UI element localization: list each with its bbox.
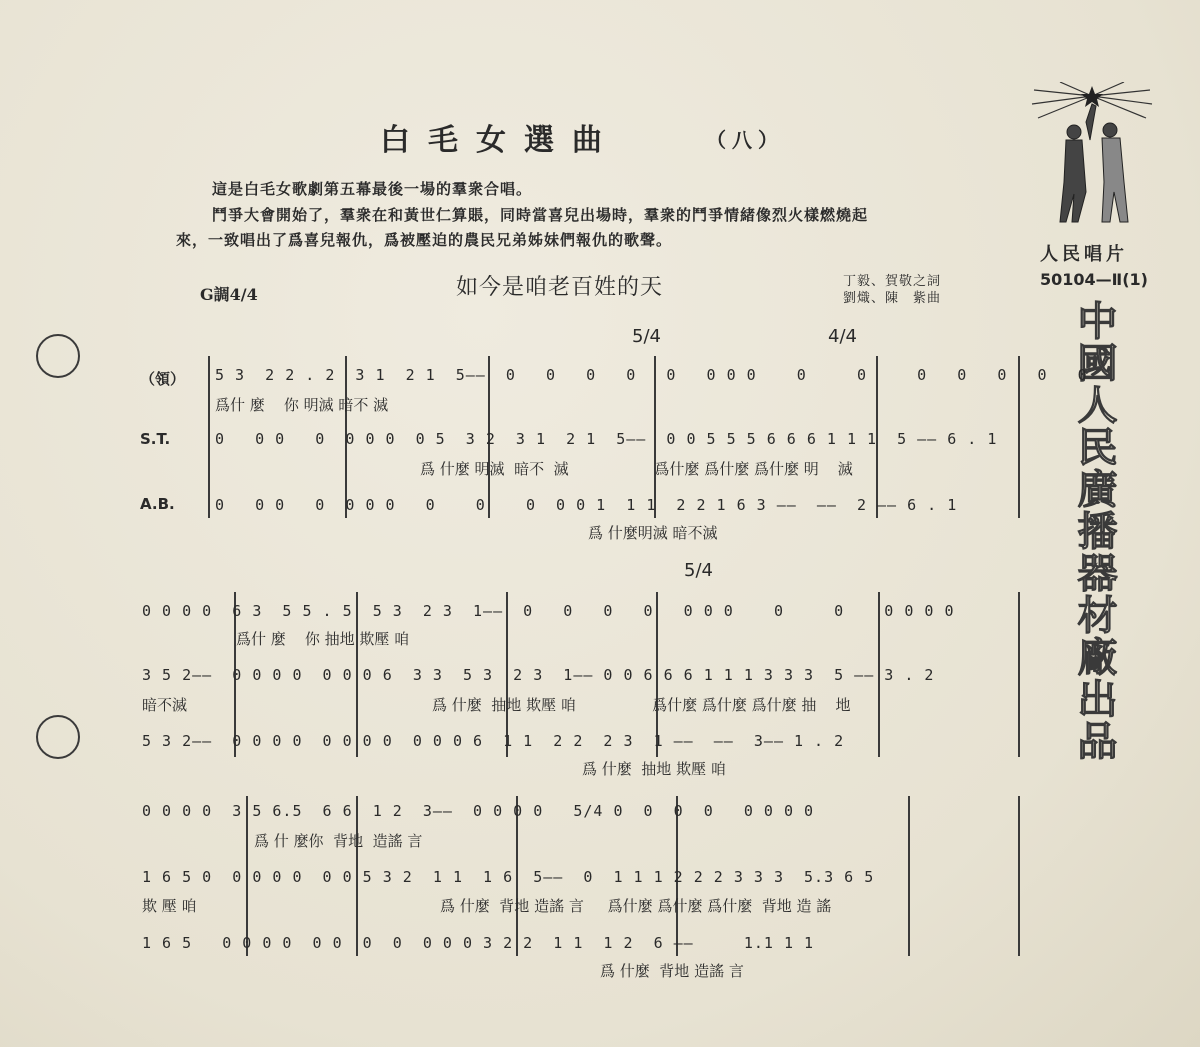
intro-line-1: 這是白毛女歌劇第五幕最後一場的羣衆合唱。: [212, 180, 533, 198]
intro-line-2: 鬥爭大會開始了，羣衆在和黃世仁算賬，同時當喜兒出場時，羣衆的鬥爭情緒像烈火樣燃燒起: [212, 206, 869, 224]
system2-ab-lyrics: 爲 什麼 抽地 欺壓 咱: [582, 760, 726, 778]
system2-st-notes: 3 5 2—— 0 0 0 0 0 0 0 6 3 3 5 3 2 3 1—— 0 0 6 6 6 1 1 1 3 3 3 5 —— 3 . 2: [142, 666, 935, 684]
song-title: 如今是咱老百姓的天: [456, 275, 664, 300]
part-label-ab: A.B.: [140, 495, 175, 513]
system3-st-lyrics-a: 欺 壓 咱: [142, 897, 197, 915]
system1-lead-lyrics: 爲什 麼 你 明滅 暗不 滅: [215, 396, 389, 414]
system2-ab-notes: 5 3 2—— 0 0 0 0 0 0 0 0 0 0 0 6 1 1 2 2 2 3 1 —— —— 3—— 1 . 2: [142, 732, 845, 750]
system2-lead-notes: 0 0 0 0 6 3 5 5 . 5 5 3 2 3 1—— 0 0 0 0 0 0 0 0 0 0 0 0 0: [142, 602, 955, 620]
system3-ab-notes: 1 6 5 0 0 0 0 0 0 0 0 0 0 0 3 2 2 1 1 1 2 6 —— 1.1 1 1: [142, 934, 815, 952]
system3-ab-lyrics: 爲 什麼 背地 造謠 言: [600, 962, 744, 980]
part-label-st: S.T.: [140, 430, 171, 448]
system1-st-lyrics: 爲 什麼 明滅 暗不 滅 爲什麼 爲什麼 爲什麼 明 滅: [420, 460, 853, 478]
system3-end-bar: [1018, 796, 1020, 956]
system2-st-lyrics-b: 爲 什麼 抽地 欺壓 咱 爲什麼 爲什麼 爲什麼 抽 地: [432, 696, 851, 714]
system3-st-lyrics-b: 爲 什麼 背地 造謠 言 爲什麼 爲什麼 爲什麼 背地 造 謠: [440, 897, 832, 915]
system2-lead-lyrics: 爲什 麼 你 抽地 欺壓 咱: [236, 630, 410, 648]
system3-lead-notes: 0 0 0 0 3 5 6.5 6 6 1 2 3—— 0 0 0 0 5/4 0 0 0 0 0 0 0 0: [142, 802, 815, 820]
system3-lead-lyrics: 爲 什 麼你 背地 造謠 言: [254, 832, 423, 850]
page-title: 白毛女選曲: [380, 123, 620, 158]
system3-bar: [908, 796, 910, 956]
meter-4-4: 4/4: [828, 326, 857, 347]
system1-start-bar: [208, 356, 210, 518]
system2-st-lyrics-a: 暗不滅: [142, 696, 188, 714]
intro-line-3: 來，一致唱出了爲喜兒報仇，爲被壓迫的農民兄弟姊妹們報仇的歌聲。: [176, 231, 673, 249]
system2-end-bar: [1018, 592, 1020, 757]
system1-lead-notes: 5 3 2 2 . 2 3 1 2 1 5—— 0 0 0 0 0 0 0 0 0 0 0 0 0 0 0: [215, 366, 1088, 384]
composer-credit: 劉熾、陳 紫曲: [843, 291, 942, 306]
key-signature: G調4/4: [200, 285, 258, 304]
system1-st-notes: 0 0 0 0 0 0 0 0 5 3 2 3 1 2 1 5—— 0 0 5 5 5 6 6 6 1 1 1 5 —— 6 . 1: [215, 430, 998, 448]
part-label-lead: （領）: [140, 370, 186, 388]
binder-hole-bottom: [36, 715, 80, 759]
meter-5-4: 5/4: [632, 326, 661, 347]
binder-hole-top: [36, 334, 80, 378]
manufacturer-vertical-title: 中國人民廣播器材廠出品: [1071, 300, 1118, 762]
meter-5-4: 5/4: [684, 560, 713, 581]
page-part-number: （八）: [706, 128, 784, 152]
record-brand: 人民唱片: [1040, 244, 1128, 265]
system3-st-notes: 1 6 5 0 0 0 0 0 0 0 5 3 2 1 1 1 6 5—— 0 1 1 1 2 2 2 3 3 3 5.3 6 5: [142, 868, 875, 886]
lyricist-credit: 丁毅、賀敬之詞: [843, 274, 942, 289]
record-label-emblem-icon: [1030, 82, 1155, 232]
system1-ab-lyrics: 爲 什麼明滅 暗不滅: [588, 524, 718, 542]
system1-ab-notes: 0 0 0 0 0 0 0 0 0 0 0 0 1 1 1 2 2 1 6 3 —— —— 2 —— 6 . 1: [215, 496, 958, 514]
record-catalog-number: 50104—Ⅱ(1): [1040, 270, 1148, 289]
